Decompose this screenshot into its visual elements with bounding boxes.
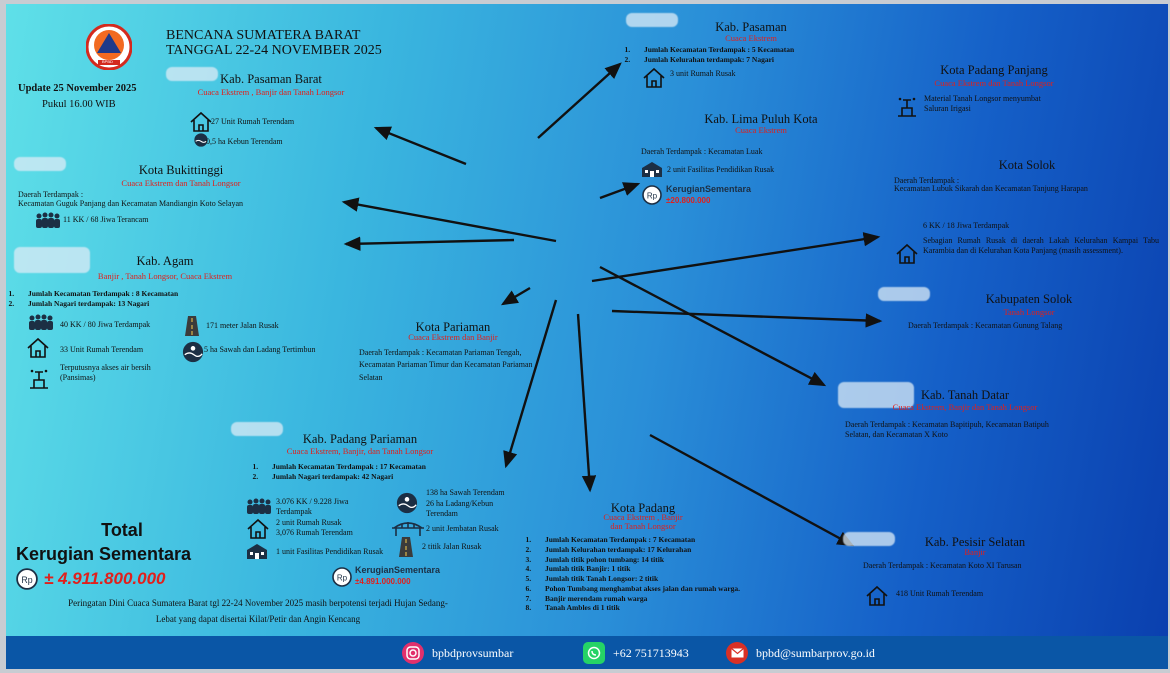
stat-school: 1 unit Fasilitas Pendidikan Rusak <box>276 547 384 556</box>
list-item: 6. Pohon Tumbang menghambat akses jalan dan rumah warga. <box>533 584 803 594</box>
region-title-padang-pariaman: Kab. Padang Pariaman <box>302 432 418 446</box>
road-icon <box>184 316 200 336</box>
region-sub-bukittinggi: Cuaca Ekstrem dan Tanah Longsor <box>121 178 241 188</box>
region-title-pasaman-barat: Kab. Pasaman Barat <box>220 72 322 86</box>
update-time: Pukul 16.00 WIB <box>42 99 116 110</box>
redacted-blur <box>14 157 66 171</box>
crowd-icon <box>35 211 61 229</box>
money-icon <box>332 567 352 587</box>
house-icon <box>865 584 889 608</box>
list-item: 4. Jumlah titik Banjir: 1 titik <box>533 564 803 574</box>
stat-farm: 26 ha Ladang/Kebun Terendam <box>426 499 494 518</box>
redacted-blur <box>878 287 930 301</box>
phone-number: +62 751713943 <box>613 645 689 660</box>
total-subtitle: Kerugian Sementara <box>16 544 192 564</box>
region-title-pasaman: Kab. Pasaman <box>715 20 787 34</box>
region-title-kota-solok: Kota Solok <box>998 158 1056 172</box>
loss-label: KerugianSementara <box>666 184 752 194</box>
list-item: 1. Jumlah Kecamatan Terdampak : 5 Kecamatan <box>632 45 912 55</box>
stat-people: 3.076 KK / 9.228 Jiwa Terdampak <box>276 497 349 516</box>
region-title-padang-panjang: Kota Padang Panjang <box>940 63 1048 77</box>
region-title-kab-solok: Kabupaten Solok <box>985 292 1073 306</box>
loss-label: KerugianSementara <box>355 565 441 575</box>
infographic-board <box>6 4 1168 669</box>
stat-houses: Sebagian Rumah Rusak di daerah Lakah Kelurahan Kampai Tabu Karambia dan di Kelurahan Kota Panjang (masih assessment). <box>923 236 1159 255</box>
affected-area: Daerah Terdampak : Kecamatan Gunung Talang <box>908 321 1063 330</box>
money-icon <box>642 185 662 205</box>
house-icon <box>26 336 50 360</box>
stat-people: 40 KK / 80 Jiwa Terdampak <box>60 320 151 329</box>
affected-area: Daerah Terdampak : <box>18 190 84 199</box>
list-item: 1. Jumlah Kecamatan Terdampak : 8 Kecamatan <box>16 289 316 299</box>
region-sub-pasaman: Cuaca Ekstrem <box>725 33 777 43</box>
region-title-bukittinggi: Kota Bukittinggi <box>138 163 224 177</box>
stat-houses-damaged: 2 unit Rumah Rusak <box>276 518 342 527</box>
padang-summary-list <box>489 535 803 613</box>
stat-landslide: Material Tanah Longsor menyumbat <box>924 94 1041 103</box>
list-item: 5. Jumlah titik Tanah Longsor: 2 titik <box>533 574 803 584</box>
house-icon <box>895 242 919 266</box>
footer-bar <box>6 636 1168 669</box>
stat-houses: 418 Unit Rumah Terendam <box>896 589 984 598</box>
footer-email[interactable] <box>726 642 875 664</box>
agam-summary-list <box>6 289 316 309</box>
road-icon <box>398 537 414 557</box>
region-title-lima-puluh-kota: Kab. Lima Puluh Kota <box>704 112 818 126</box>
region-sub-tanah-datar: Cuaca Ekstrem, Banjir dan Tanah Longsor <box>892 402 1038 412</box>
region-title-tanah-datar: Kab. Tanah Datar <box>920 388 1010 402</box>
list-item: 2. Jumlah Kelurahan terdampak: 7 Nagari <box>632 55 912 65</box>
region-sub-padang-panjang: Cuaca Ekstrem dan Tanah Longsor <box>934 78 1054 88</box>
whatsapp-icon <box>583 642 605 664</box>
region-sub-padang-pariaman: Cuaca Ekstrem, Banjir, dan Tanah Longsor <box>286 446 434 456</box>
logo-text: BPBD <box>102 59 113 64</box>
warning-line-1: Peringatan Dini Cuaca Sumatera Barat tgl 22-24 November 2025 masih berpotensi terjadi Hujan Sedang- <box>68 598 448 608</box>
list-item: 1. Jumlah Kecamatan Terdampak : 17 Kecamatan <box>260 462 540 472</box>
region-sub-kab-solok: Tanah Longsor <box>1003 307 1055 317</box>
affected-area-detail: Kecamatan Guguk Panjang dan Kecamatan Mandiangin Koto Selayan <box>18 199 244 208</box>
list-item: 7. Banjir merendam rumah warga <box>533 594 803 604</box>
house-icon <box>189 110 213 134</box>
region-sub-pasaman-barat: Cuaca Ekstrem , Banjir dan Tanah Longsor <box>197 87 345 97</box>
stat-houses: 3 unit Rumah Rusak <box>670 69 736 78</box>
total-title: Total <box>101 520 143 540</box>
stat-school: 2 unit Fasilitas Pendidikan Rusak <box>667 165 775 174</box>
loss-value: ±20.800.000 <box>666 196 711 205</box>
title-line-1: BENCANA SUMATERA BARAT <box>166 28 361 43</box>
house-icon <box>246 517 270 541</box>
stat-irrigation: Saluran Irigasi <box>924 104 971 113</box>
stat-bridge: 2 unit Jembatan Rusak <box>426 524 499 533</box>
affected-area: Daerah Terdampak : Kecamatan Koto XI Tarusan <box>863 561 1022 570</box>
list-item: 2. Jumlah Nagari terdampak: 13 Nagari <box>16 299 316 309</box>
footer-phone[interactable] <box>583 642 689 664</box>
pasaman-summary-list <box>588 45 912 65</box>
school-icon <box>246 542 268 560</box>
water-tap-icon <box>26 366 52 392</box>
region-sub-agam: Banjir , Tanah Longsor, Cuaca Ekstrem <box>97 271 233 281</box>
total-value: ± 4.911.800.000 <box>44 569 166 588</box>
page-title <box>166 28 382 58</box>
instagram-icon <box>402 642 424 664</box>
svg-text:Rp: Rp <box>336 573 348 583</box>
region-sub-pariaman: Cuaca Ekstrem dan Banjir <box>408 332 498 342</box>
field-icon <box>396 492 418 514</box>
affected-area: Daerah Terdampak : <box>894 176 960 185</box>
affected-area: Daerah Terdampak : Kecamatan Bapitipuh, Kecamatan Batipuh Selatan, dan Kecamatan X Koto <box>845 420 1049 439</box>
update-date: Update 25 November 2025 <box>18 83 137 94</box>
loss-value: ±4.891.000.000 <box>355 577 411 586</box>
region-title-kota-padang: Kota Padang <box>610 501 676 515</box>
stat-road: 2 titik Jalan Rusak <box>422 542 482 551</box>
instagram-handle: bpbdprovsumbar <box>432 645 514 660</box>
house-icon <box>642 66 666 90</box>
stat-people: 11 KK / 68 Jiwa Terancam <box>63 215 149 224</box>
bridge-icon <box>392 520 424 536</box>
list-item: 1. Jumlah Kecamatan Terdampak : 7 Kecamatan <box>533 535 803 545</box>
region-sub-kota-padang: Cuaca Ekstrem , Banjir dan Tanah Longsor <box>603 512 683 532</box>
svg-text:Rp: Rp <box>646 191 658 201</box>
logo-icon <box>86 24 132 70</box>
region-title-pariaman: Kota Pariaman <box>415 320 491 334</box>
region-sub-lima-puluh-kota: Cuaca Ekstrem <box>735 125 787 135</box>
title-line-2: TANGGAL 22-24 NOVEMBER 2025 <box>166 43 382 58</box>
email-address: bpbd@sumbarprov.go.id <box>756 645 875 660</box>
crowd-icon <box>246 497 272 515</box>
affected-area-detail: Kecamatan Lubuk Sikarah dan Kecamatan Tanjung Harapan <box>894 184 1088 193</box>
list-item: 3. Jumlah titik pohon tumbang: 14 titik <box>533 555 803 565</box>
affected-area: Daerah Terdampak : Kecamatan Luak <box>641 147 763 156</box>
stat-people: 6 KK / 18 Jiwa Terdampak <box>923 221 1010 230</box>
water-tap-icon <box>894 94 920 120</box>
footer-instagram[interactable] <box>402 642 513 664</box>
crowd-icon <box>28 313 54 331</box>
warning-line-2: Lebat yang dapat disertai Kilat/Petir dan Angin Kencang <box>155 614 361 624</box>
stat-rice-field: 138 ha Sawah Terendam <box>426 488 505 497</box>
svg-text:Rp: Rp <box>21 574 33 585</box>
list-item: 2. Jumlah Nagari terdampak: 42 Nagari <box>260 472 540 482</box>
stat-houses: 27 Unit Rumah Terendam <box>211 117 295 126</box>
list-item: 8. Tanah Ambles di 1 titik <box>533 603 803 613</box>
stat-farm: 0,5 ha Kebun Terendam <box>206 137 283 146</box>
school-icon <box>641 160 663 178</box>
field-icon <box>182 341 204 363</box>
stat-houses: 33 Unit Rumah Terendam <box>60 345 144 354</box>
region-sub-pesisir-selatan: Banjir <box>964 547 986 557</box>
money-icon <box>16 568 38 590</box>
padang-pariaman-summary-list <box>216 462 540 482</box>
region-title-pesisir-selatan: Kab. Pesisir Selatan <box>924 535 1026 549</box>
stat-houses-flooded: 3,076 Rumah Terendam <box>276 528 353 537</box>
stat-field: 5 ha Sawah dan Ladang Tertimbun <box>204 345 316 354</box>
mail-icon <box>726 642 748 664</box>
affected-area: Daerah Terdampak : Kecamatan Pariaman Tengah, Kecamatan Pariaman Timur dan Kecamatan Pariaman Selatan <box>359 348 533 382</box>
region-title-agam: Kab. Agam <box>136 254 194 268</box>
stat-road: 171 meter Jalan Rusak <box>206 321 279 330</box>
stat-water: Terputusnya akses air bersih (Pansimas) <box>60 363 151 382</box>
list-item: 2. Jumlah Kelurahan terdampak: 17 Kelurahan <box>533 545 803 555</box>
